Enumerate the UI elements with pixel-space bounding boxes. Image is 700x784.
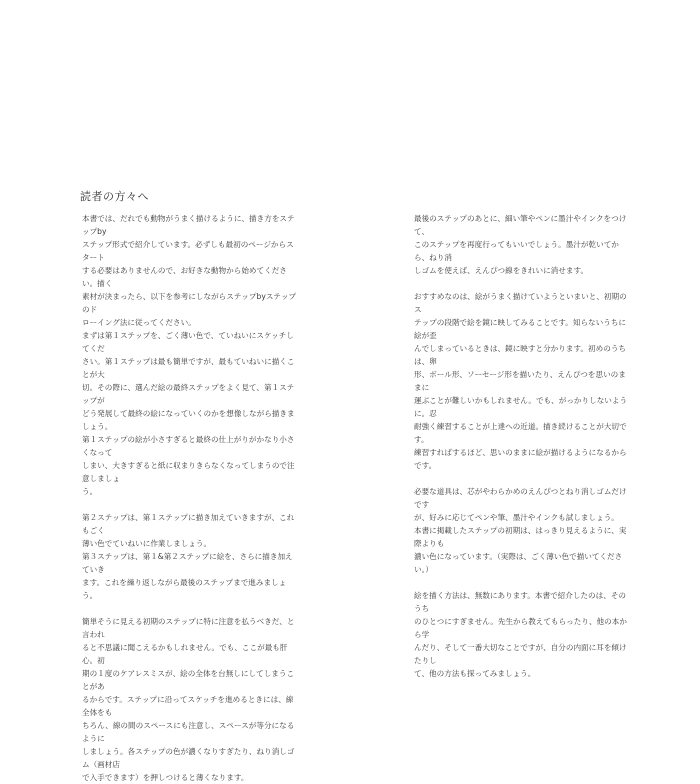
paragraph-gap [414, 472, 629, 485]
right-paragraph-tools: 必要な道具は、芯がやわらかめのえんぴつとねり消しゴムだけです が、好みに応じてペンや筆、墨汁やインクも試しましょう。 本書に掲載したステップの初期は、はっきり見えるように、実際よりも 濃い色になっています。（実際は、ごく薄い色で描いてください。） [414, 487, 627, 574]
paragraph-gap [414, 277, 629, 290]
paragraph-gap [82, 498, 297, 511]
paragraph-gap [82, 602, 297, 615]
right-paragraph-mirror-tip: おすすめなのは、絵がうまく描けていようといまいと、初期のス テップの段階で絵を鏡に映してみることです。知らないうちに絵が歪 んでしまっているときは、鏡に映すと分かります。初めのうちは、卵 形、ボール形、ソーセージ形を描いたり、えんぴつを思いのままに 運ぶことが難しいかもしれません。でも、がっかりしないように。忍 耐強く練習することが上達への近道。描き続けることが大切です。 練習すればするほど、思いのままに絵が描けるようになるからです。 [414, 292, 628, 470]
left-paragraph-step2-3: 第２ステップは、第１ステップに描き加えていきますが、これもごく 薄い色でていねいに作業しましょう。 第３ステップは、第１&第２ステップに絵を、さらに描き加えていき ます。これを繰り返しながら最後のステップまで進みましょう。 [82, 513, 295, 600]
right-paragraph-methods: 絵を描く方法は、無数にあります。本書で紹介したのは、そのうち のひとつにすぎません。先生から教えてもらったり、他の本から学 んだり、そして一番大切なことですが、自分の内面に耳を傾けたりし て、他の方法も探ってみましょう。 [414, 591, 627, 678]
right-column [414, 212, 629, 680]
paragraph-gap [414, 576, 629, 589]
right-paragraph-final-step: 最後のステップのあとに、細い筆やペンに墨汁やインクをつけて、 このステップを再度行ってもいいでしょう。墨汁が乾いてから、ねり消 しゴムを使えば、えんぴつ線をきれいに消せます。 [414, 214, 627, 275]
left-column [82, 212, 297, 784]
left-paragraph-caution: 簡単そうに見える初期のステップに特に注意を払うべきだ、と言われ ると不思議に聞こえるかもしれません。でも、ここが最も肝心。初 期の１度のケアレスミスが、絵の全体を台無しにしてしまうことがあ るからです。ステップに沿ってスケッチを進めるときには、線全体をも ちろん、線の間のスペースにも注意し、スペースが等分になるように しましょう。各ステップの色が濃くなりすぎたり、ねり消しゴム（画材店 で入手できます）を押しつけると薄くなります。 [82, 617, 295, 782]
left-paragraph-intro: 本書では、だれでも動物がうまく描けるように、描き方をステップby ステップ形式で紹介しています。必ずしも最初のページからスタート する必要はありませんので、お好きな動物から始めてください。描く 素材が決まったら、以下を参考にしながらステップbyステップのド ローイング法に従ってください。 [82, 214, 297, 327]
page-title: 読者の方々へ [80, 190, 149, 203]
left-paragraph-step1: まずは第１ステップを、ごく薄い色で、ていねいにスケッチしてくだ さい。第１ステップは最も簡単ですが、最もていねいに描くことが大 切。その際に、選んだ絵の最終ステップをよく見て、第１ステップが どう発展して最終の絵になっていくのかを想像しながら描きましょう。 第１ステップの絵が小さすぎると最終の仕上がりがかなり小さくなって しまい、大きすぎると紙に収まりきらなくなってしまうので注意しましょ う。 [82, 331, 295, 496]
